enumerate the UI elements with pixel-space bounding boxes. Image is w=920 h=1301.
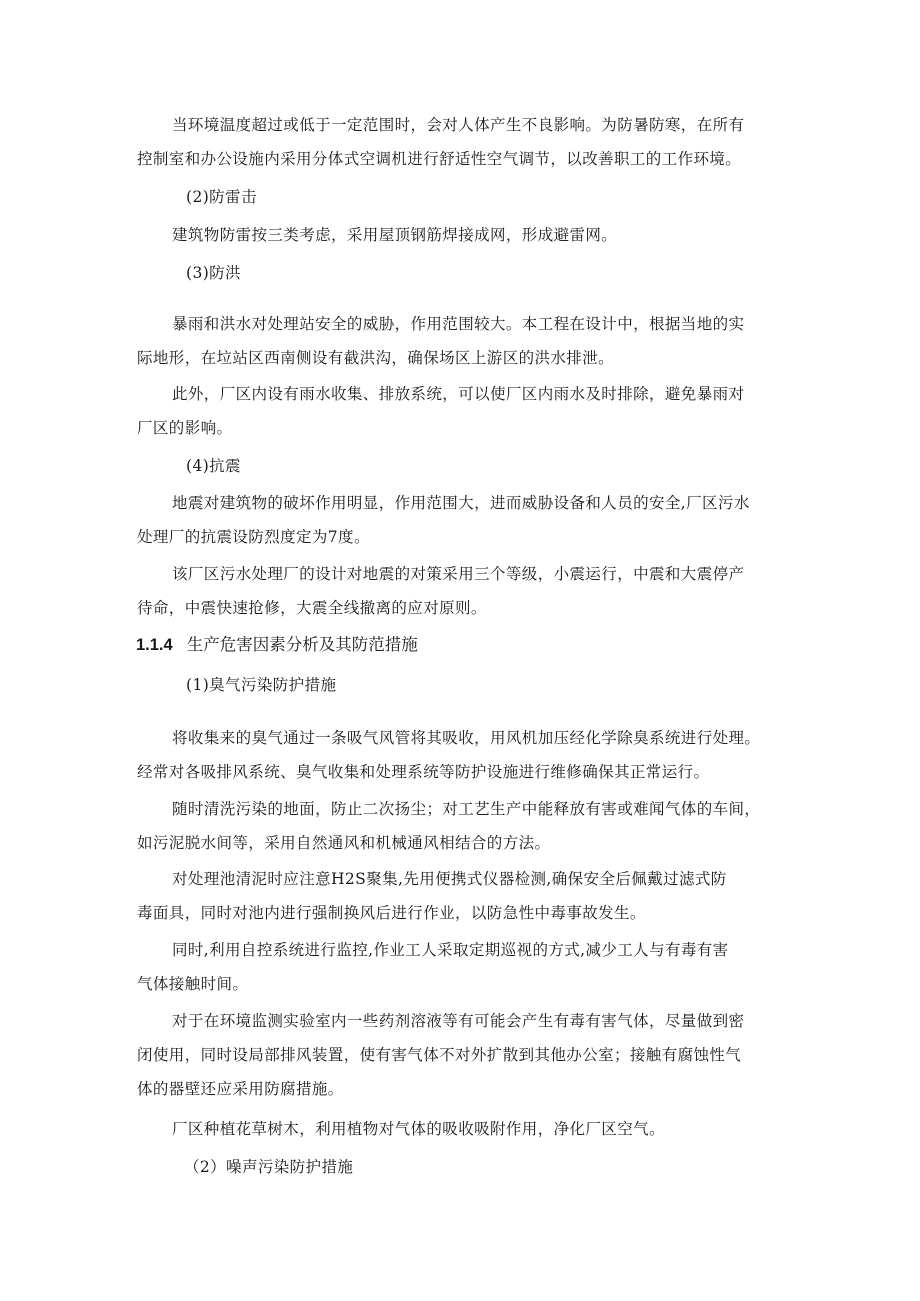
paragraph-line: 经常对各吸排风系统、臭气收集和处理系统等防护设施进行维修确保其正常运行。 xyxy=(137,763,710,781)
paragraph-line: 气体接触时间。 xyxy=(137,975,249,993)
paragraph-line: 厂区的影响。 xyxy=(137,419,233,437)
paragraph-line: 暴雨和洪水对处理站安全的威胁，作用范围较大。本工程在设计中，根据当地的实 xyxy=(172,315,745,333)
subheading-odor: (1)臭气污染防护措施 xyxy=(186,676,337,694)
subheading-quake: (4)抗震 xyxy=(186,457,241,475)
paragraph-line: 如污泥脱水间等，采用自然通风和机械通风相结合的方法。 xyxy=(137,834,551,852)
subheading-noise: （2）噪声污染防护措施 xyxy=(184,1158,354,1176)
paragraph-line: 毒面具，同时对池内进行强制换风后进行作业，以防急性中毒事故发生。 xyxy=(137,904,646,922)
subheading-lightning: (2)防雷击 xyxy=(186,188,257,206)
paragraph-line: 闭使用，同时设局部排风装置，使有害气体不对外扩散到其他办公室；接触有腐蚀性气 xyxy=(137,1046,742,1064)
paragraph-line: 厂区种植花草树木，利用植物对气体的吸收吸附作用，净化厂区空气。 xyxy=(172,1120,665,1138)
paragraph-line: 际地形，在垃站区西南侧设有截洪沟，确保场区上游区的洪水排泄。 xyxy=(137,349,615,367)
paragraph-line: 此外，厂区内设有雨水收集、排放系统，可以使厂区内雨水及时排除，避免暴雨对 xyxy=(172,385,745,403)
paragraph-line: 处理厂的抗震设防烈度定为7度。 xyxy=(137,528,370,546)
paragraph-line: 对于在环境监测实验室内一些药剂溶液等有可能会产生有毒有害气体，尽量做到密 xyxy=(172,1012,745,1030)
paragraph-line: 地震对建筑物的破坏作用明显，作用范围大，进而威胁设备和人员的安全,厂区污水 xyxy=(172,494,750,512)
paragraph-line: 对处理池清泥时应注意H2S聚集,先用便携式仪器检测,确保安全后佩戴过滤式防 xyxy=(172,870,727,888)
paragraph-line: 体的器壁还应采用防腐措施。 xyxy=(137,1080,344,1098)
paragraph-line: 同时,利用自控系统进行监控,作业工人采取定期巡视的方式,减少工人与有毒有害 xyxy=(172,941,729,959)
paragraph-line: 随时清洗污染的地面，防止二次扬尘；对工艺生产中能释放有害或难闻气体的车间， xyxy=(172,800,761,818)
paragraph-line: 当环境温度超过或低于一定范围时，会对人体产生不良影响。为防暑防寒，在所有 xyxy=(172,116,745,134)
paragraph-line: 该厂区污水处理厂的设计对地震的对策采用三个等级，小震运行，中震和大震停产 xyxy=(172,565,745,583)
section-heading xyxy=(136,634,418,656)
section-title: 生产危害因素分析及其防范措施 xyxy=(186,635,418,654)
paragraph-line: 待命，中震快速抢修，大震全线撤离的应对原则。 xyxy=(137,599,487,617)
paragraph-line: 将收集来的臭气通过一条吸气风管将其吸收，用风机加压经化学除臭系统进行处理。 xyxy=(172,729,761,747)
paragraph-line: 控制室和办公设施内采用分体式空调机进行舒适性空气调节，以改善职工的工作环境。 xyxy=(137,150,742,168)
section-number: 1.1.4 xyxy=(136,636,173,654)
subheading-flood: (3)防洪 xyxy=(186,264,241,282)
paragraph-line: 建筑物防雷按三类考虑，采用屋顶钢筋焊接成网，形成避雷网。 xyxy=(172,226,618,244)
